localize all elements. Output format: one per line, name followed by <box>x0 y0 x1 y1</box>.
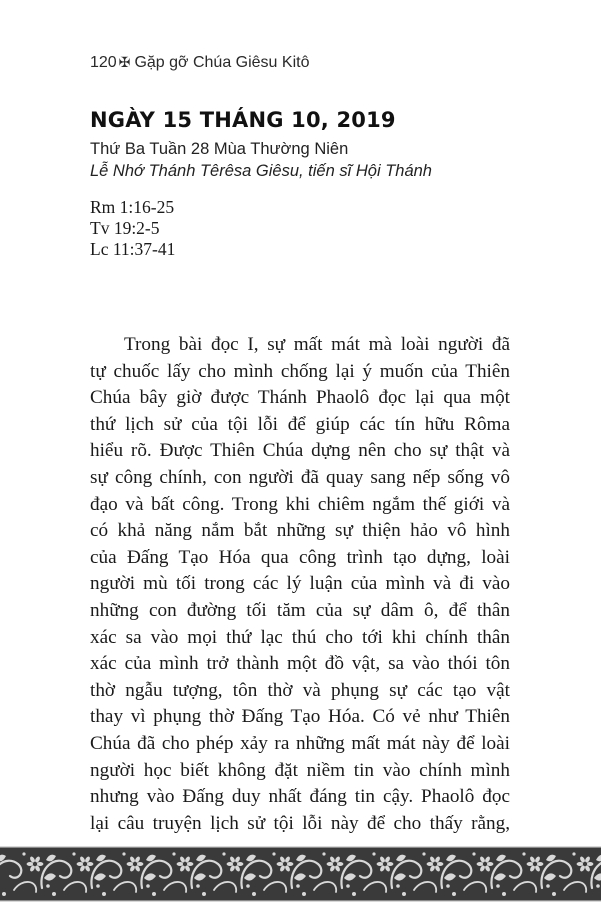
text-line: xác sa vào mọi thứ lạc thú cho tới khi chính thân <box>90 626 510 648</box>
scripture-readings <box>90 197 175 260</box>
text-line: hiểu rõ. Được Thiên Chúa dựng nên cho sự thật và <box>90 440 510 462</box>
text-line: Trong bài đọc I, sự mất mát mà loài người đã <box>124 334 510 355</box>
page-title: NGÀY 15 THÁNG 10, 2019 <box>90 108 396 132</box>
text-line: thờ ngẫu tượng, tôn thờ và phụng sự các tạo vật <box>90 679 510 701</box>
reading-reference: Rm 1:16-25 <box>90 197 175 217</box>
reflection-paragraph <box>90 332 510 837</box>
running-head <box>90 54 309 72</box>
text-line: người học biết không đặt niềm tin vào chính mình <box>90 759 510 781</box>
text-line: lại câu truyện lịch sử tội lỗi này để cho thấy rằng, <box>90 812 510 834</box>
maltese-cross-icon: ✠ <box>118 54 131 70</box>
text-line: thứ lịch sử của tội lỗi để giúp các tín hữu Rôma <box>90 413 510 435</box>
text-line: xác của mình trở thành một đồ vật, sa vào thói tôn <box>90 653 510 675</box>
text-line: tự chuốc lấy cho mình chống lại ý muốn của Thiên <box>90 360 510 382</box>
reading-reference: Lc 11:37-41 <box>90 239 176 259</box>
book-title: Gặp gỡ Chúa Giêsu Kitô <box>134 54 310 71</box>
text-line: Chúa bây giờ được Thánh Phaolô đọc lại qua một <box>90 387 510 409</box>
floral-border-ornament-icon <box>0 846 601 902</box>
text-line: có khả năng nắm bắt những sự thiện hảo vô hình <box>90 520 510 542</box>
liturgical-day: Thứ Ba Tuần 28 Mùa Thường Niên <box>90 140 349 158</box>
feast-memorial: Lễ Nhớ Thánh Têrêsa Giêsu, tiến sĩ Hội Thánh <box>90 162 432 180</box>
page-bottom-margin <box>0 902 601 923</box>
text-line: của Đấng Tạo Hóa qua công trình tạo dựng, loài <box>90 546 510 568</box>
reading-reference: Tv 19:2-5 <box>90 218 160 238</box>
page-number: 120 <box>90 54 117 71</box>
text-line: Chúa đã cho phép xảy ra những mất mát này để loài <box>90 732 510 754</box>
text-line: nhưng vào Đấng duy nhất đáng tin cậy. Phaolô đọc <box>90 786 510 808</box>
text-line: người mù tối trong các lý luận của mình và đi vào <box>90 573 510 595</box>
text-line: đạo và bất công. Trong khi chiêm ngắm thế giới và <box>90 493 510 515</box>
text-line: sự công chính, con người đã quay sang nếp sống vô <box>90 466 510 488</box>
text-line: thay vì phụng thờ Đấng Tạo Hóa. Có vẻ như Thiên <box>90 706 510 728</box>
text-line: những con đường tối tăm của sự dâm ô, để thân <box>90 599 510 621</box>
